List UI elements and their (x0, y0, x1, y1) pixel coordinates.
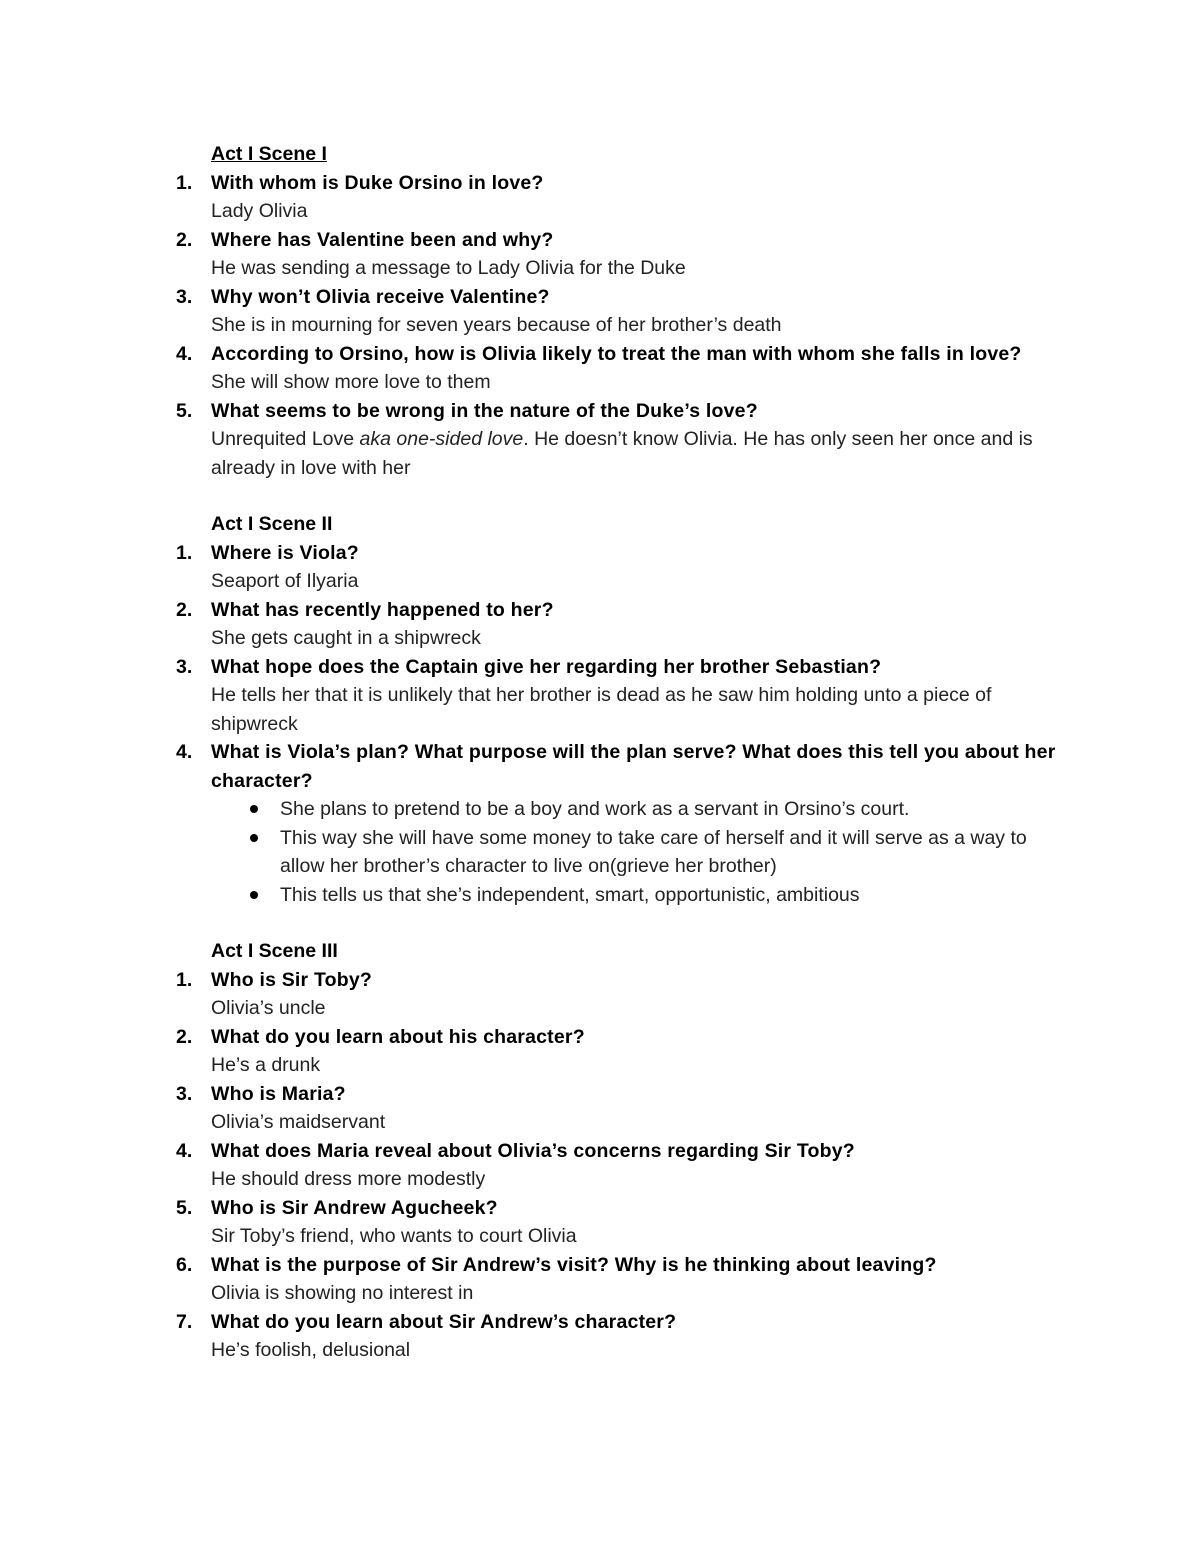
answer-text (211, 425, 1071, 482)
answer-text: She will show more love to them (211, 371, 491, 393)
list-item (0, 1251, 1071, 1308)
answer-text: Olivia’s maidservant (211, 1111, 386, 1133)
answer-text: He’s foolish, delusional (211, 1339, 411, 1361)
section-scene-2 (0, 510, 1200, 909)
question-text: What do you learn about Sir Andrew’s character? (211, 1310, 677, 1333)
item-number: 7. (176, 1310, 193, 1333)
question-text: Where has Valentine been and why? (211, 228, 554, 251)
list-item (0, 1023, 1071, 1080)
item-number: 5. (176, 399, 193, 422)
question-text: What is the purpose of Sir Andrew’s visit? Why is he thinking about leaving? (211, 1253, 937, 1276)
answer-text: She gets caught in a shipwreck (211, 627, 481, 649)
list-item (0, 596, 1071, 653)
list-item (0, 1137, 1071, 1194)
item-number: 2. (176, 1025, 193, 1048)
answer-text: Sir Toby’s friend, who wants to court Olivia (211, 1225, 577, 1247)
item-number: 2. (176, 228, 193, 251)
question-text: Who is Sir Toby? (211, 968, 372, 991)
section-heading: Act I Scene II (211, 513, 333, 535)
question-text: What hope does the Captain give her regarding her brother Sebastian? (211, 655, 882, 678)
answer-text-italic: aka one-sided love (359, 428, 524, 450)
answer-text: Lady Olivia (211, 200, 308, 222)
list-item (0, 340, 1071, 397)
question-text: Who is Sir Andrew Agucheek? (211, 1196, 498, 1219)
item-number: 2. (176, 598, 193, 621)
section-scene-1 (0, 140, 1200, 482)
bullet-item (211, 824, 1071, 881)
item-number: 4. (176, 1139, 193, 1162)
question-text: According to Orsino, how is Olivia likely to treat the man with whom she falls in love? (211, 342, 1022, 365)
answer-text-start: Unrequited Love (211, 428, 360, 450)
bullet-dot-icon (250, 891, 258, 899)
list-item (0, 653, 1071, 739)
bullet-dot-icon (250, 834, 258, 842)
answer-text: Olivia is showing no interest in (211, 1282, 474, 1304)
list-item (0, 1308, 1071, 1365)
list-item (0, 738, 1071, 909)
section-heading: Act I Scene I (211, 143, 327, 165)
item-number: 3. (176, 285, 193, 308)
answer-text: Olivia’s uncle (211, 997, 326, 1019)
list-item (0, 1194, 1071, 1251)
document-page (0, 140, 1200, 1393)
answer-text: He tells her that it is unlikely that her brother is dead as he saw him holding unto a piece of shipwreck (211, 684, 992, 735)
list-item (0, 169, 1071, 226)
answer-text: Seaport of Ilyaria (211, 570, 359, 592)
item-number: 1. (176, 171, 193, 194)
answer-text: He’s a drunk (211, 1054, 321, 1076)
item-number: 1. (176, 968, 193, 991)
bullet-dot-icon (250, 805, 258, 813)
question-text: What has recently happened to her? (211, 598, 554, 621)
list-item (0, 226, 1071, 283)
bullet-text: This tells us that she’s independent, smart, opportunistic, ambitious (280, 883, 860, 906)
item-number: 6. (176, 1253, 193, 1276)
list-item (0, 539, 1071, 596)
list-item (0, 283, 1071, 340)
bullet-text: She plans to pretend to be a boy and work as a servant in Orsino’s court. (280, 798, 910, 820)
bullet-text: This way she will have some money to take care of herself and it will serve as a way to allow her brother’s character to live on(grieve her brother) (280, 826, 1027, 877)
item-number: 4. (176, 741, 193, 763)
answer-text: He was sending a message to Lady Olivia for the Duke (211, 257, 686, 279)
question-text: Why won’t Olivia receive Valentine? (211, 285, 550, 308)
question-text: Who is Maria? (211, 1082, 346, 1105)
list-item (0, 1080, 1071, 1137)
answer-text-end: . He doesn’t know Olivia. He has only seen her once and is already in love with her (211, 428, 1033, 479)
section-heading: Act I Scene III (211, 940, 338, 962)
question-text: What is Viola’s plan? What purpose will the plan serve? What does this tell you about her character? (211, 741, 1056, 792)
item-number: 1. (176, 541, 193, 564)
question-text: What do you learn about his character? (211, 1025, 585, 1048)
answer-text: He should dress more modestly (211, 1168, 486, 1190)
answer-text: She is in mourning for seven years because of her brother’s death (211, 314, 782, 336)
question-text: Where is Viola? (211, 541, 359, 564)
item-number: 4. (176, 342, 193, 365)
section-scene-3 (0, 937, 1200, 1365)
question-text: With whom is Duke Orsino in love? (211, 171, 544, 194)
list-item (0, 966, 1071, 1023)
item-number: 3. (176, 655, 193, 678)
question-text: What does Maria reveal about Olivia’s concerns regarding Sir Toby? (211, 1139, 855, 1162)
bullet-item (211, 881, 1071, 910)
bullet-list (211, 795, 1071, 909)
bullet-item (211, 795, 1071, 824)
list-item (0, 397, 1071, 483)
item-number: 5. (176, 1196, 193, 1219)
question-text: What seems to be wrong in the nature of the Duke’s love? (211, 399, 758, 422)
item-number: 3. (176, 1082, 193, 1105)
